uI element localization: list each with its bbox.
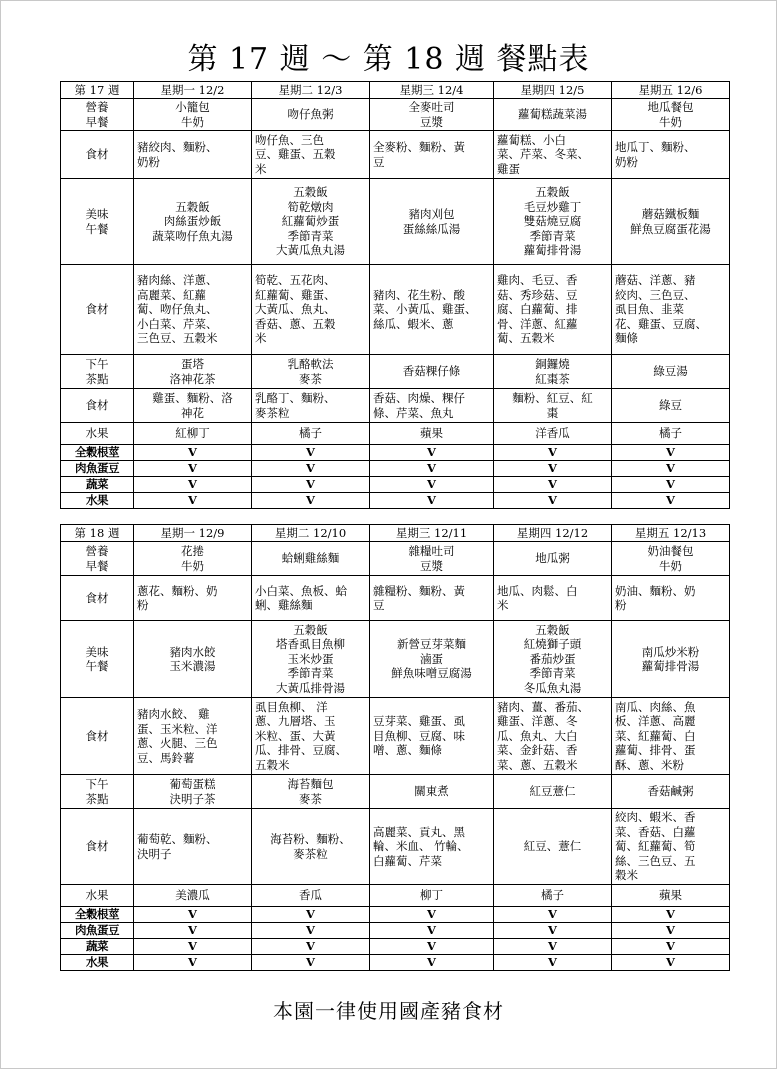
day-header: 星期五 12/6 bbox=[612, 82, 730, 99]
snack-cell: 綠豆湯 bbox=[612, 355, 730, 389]
day-header: 星期二 12/10 bbox=[252, 525, 370, 542]
breakfast-cell: 地瓜粥 bbox=[494, 542, 612, 576]
row-label-veg: 蔬菜 bbox=[61, 939, 134, 955]
row-label-lunch: 美味 午餐 bbox=[61, 179, 134, 265]
check-mark: V bbox=[134, 923, 252, 939]
day-header: 星期一 12/2 bbox=[134, 82, 252, 99]
lunch-cell: 新營豆芽菜麵 滷蛋 鮮魚味噌豆腐湯 bbox=[370, 621, 494, 698]
breakfast-cell: 奶油餐包 牛奶 bbox=[612, 542, 730, 576]
check-mark: V bbox=[494, 461, 612, 477]
breakfast-ingredients-row bbox=[61, 131, 730, 179]
fruit-row bbox=[61, 423, 730, 445]
ingredients-cell: 豬肉、花生粉、酸 菜、小黃瓜、雞蛋、 絲瓜、蝦米、蔥 bbox=[370, 265, 494, 355]
check-mark: V bbox=[134, 461, 252, 477]
check-mark: V bbox=[612, 939, 730, 955]
check-mark: V bbox=[370, 445, 494, 461]
breakfast-cell: 小籠包 牛奶 bbox=[134, 99, 252, 131]
breakfast-row bbox=[61, 99, 730, 131]
row-label-veg: 蔬菜 bbox=[61, 477, 134, 493]
ingredients-cell: 蘑菇、洋蔥、豬 絞肉、三色豆、 虱目魚、韭菜 花、雞蛋、豆腐、 麵條 bbox=[612, 265, 730, 355]
fruit-cell: 蘋果 bbox=[612, 885, 730, 907]
fruit-cell: 紅柳丁 bbox=[134, 423, 252, 445]
check-mark: V bbox=[134, 939, 252, 955]
check-row-protein bbox=[61, 923, 730, 939]
row-label-ingredients: 食材 bbox=[61, 698, 134, 775]
day-header: 星期四 12/5 bbox=[494, 82, 612, 99]
ingredients-cell: 吻仔魚、三色 豆、雞蛋、五穀 米 bbox=[252, 131, 370, 179]
ingredients-cell: 綠豆 bbox=[612, 389, 730, 423]
snack-ingredients-row bbox=[61, 809, 730, 885]
row-label-fruit-check: 水果 bbox=[61, 955, 134, 971]
ingredients-cell: 豬絞肉、麵粉、 奶粉 bbox=[134, 131, 252, 179]
ingredients-cell: 蘿蔔糕、小白 菜、芹菜、冬菜、 雞蛋 bbox=[494, 131, 612, 179]
snack-cell: 蛋塔 洛神花茶 bbox=[134, 355, 252, 389]
ingredients-cell: 麵粉、紅豆、紅 棗 bbox=[494, 389, 612, 423]
fruit-cell: 美濃瓜 bbox=[134, 885, 252, 907]
ingredients-cell: 奶油、麵粉、奶 粉 bbox=[612, 576, 730, 621]
check-mark: V bbox=[612, 923, 730, 939]
ingredients-cell: 香菇、肉燥、粿仔 條、芹菜、魚丸 bbox=[370, 389, 494, 423]
row-label-breakfast: 營養 早餐 bbox=[61, 99, 134, 131]
week-18-table bbox=[60, 524, 730, 971]
breakfast-row bbox=[61, 542, 730, 576]
day-header: 星期五 12/13 bbox=[612, 525, 730, 542]
check-row-veg bbox=[61, 939, 730, 955]
ingredients-cell: 蔥花、麵粉、奶 粉 bbox=[134, 576, 252, 621]
check-row-protein bbox=[61, 461, 730, 477]
header-row bbox=[61, 525, 730, 542]
lunch-ingredients-row bbox=[61, 265, 730, 355]
snack-cell: 葡萄蛋糕 決明子茶 bbox=[134, 775, 252, 809]
fruit-cell: 橘子 bbox=[494, 885, 612, 907]
check-mark: V bbox=[494, 477, 612, 493]
check-mark: V bbox=[252, 923, 370, 939]
ingredients-cell: 高麗菜、貢丸、黑 輪、米血、 竹輪、 白蘿蔔、芹菜 bbox=[370, 809, 494, 885]
check-mark: V bbox=[252, 461, 370, 477]
check-mark: V bbox=[370, 461, 494, 477]
ingredients-cell: 全麥粉、麵粉、黃 豆 bbox=[370, 131, 494, 179]
row-label-fruit-check: 水果 bbox=[61, 493, 134, 509]
week-17-table bbox=[60, 81, 730, 509]
ingredients-cell: 虱目魚柳、 洋 蔥、九層塔、玉 米粒、蛋、大黃 瓜、排骨、豆腐、 五穀米 bbox=[252, 698, 370, 775]
row-label-protein: 肉魚蛋豆 bbox=[61, 923, 134, 939]
snack-cell: 海苔麵包 麥茶 bbox=[252, 775, 370, 809]
check-mark: V bbox=[494, 939, 612, 955]
breakfast-cell: 全麥吐司 豆漿 bbox=[370, 99, 494, 131]
row-label-snack: 下午 茶點 bbox=[61, 775, 134, 809]
day-header: 星期四 12/12 bbox=[494, 525, 612, 542]
ingredients-cell: 雞蛋、麵粉、洛 神花 bbox=[134, 389, 252, 423]
week-label: 第 17 週 bbox=[61, 82, 134, 99]
check-mark: V bbox=[612, 477, 730, 493]
ingredients-cell: 豬肉絲、洋蔥、 高麗菜、紅蘿 蔔、吻仔魚丸、 小白菜、芹菜、 三色豆、五穀米 bbox=[134, 265, 252, 355]
check-mark: V bbox=[370, 923, 494, 939]
ingredients-cell: 筍乾、五花肉、 紅蘿蔔、雞蛋、 大黃瓜、魚丸、 香菇、蔥、五穀 米 bbox=[252, 265, 370, 355]
ingredients-cell: 雜糧粉、麵粉、黃 豆 bbox=[370, 576, 494, 621]
check-mark: V bbox=[134, 493, 252, 509]
check-mark: V bbox=[252, 939, 370, 955]
ingredients-cell: 地瓜丁、麵粉、 奶粉 bbox=[612, 131, 730, 179]
check-mark: V bbox=[370, 493, 494, 509]
row-label-ingredients: 食材 bbox=[61, 389, 134, 423]
week-label: 第 18 週 bbox=[61, 525, 134, 542]
check-mark: V bbox=[612, 493, 730, 509]
snack-cell: 香菇鹹粥 bbox=[612, 775, 730, 809]
fruit-cell: 柳丁 bbox=[370, 885, 494, 907]
page-title: 第 17 週 ～ 第 18 週 餐點表 bbox=[187, 42, 590, 77]
ingredients-cell: 紅豆、薏仁 bbox=[494, 809, 612, 885]
row-label-fruit: 水果 bbox=[61, 885, 134, 907]
check-mark: V bbox=[612, 907, 730, 923]
lunch-ingredients-row bbox=[61, 698, 730, 775]
fruit-cell: 洋香瓜 bbox=[494, 423, 612, 445]
ingredients-cell: 小白菜、魚板、蛤 蜊、雞絲麵 bbox=[252, 576, 370, 621]
check-row-grains bbox=[61, 445, 730, 461]
check-mark: V bbox=[370, 477, 494, 493]
check-mark: V bbox=[612, 955, 730, 971]
lunch-cell: 五穀飯 肉絲蛋炒飯 蔬菜吻仔魚丸湯 bbox=[134, 179, 252, 265]
lunch-cell: 豬肉刈包 蛋絲絲瓜湯 bbox=[370, 179, 494, 265]
row-label-ingredients: 食材 bbox=[61, 265, 134, 355]
snack-row bbox=[61, 775, 730, 809]
check-mark: V bbox=[252, 445, 370, 461]
row-label-breakfast: 營養 早餐 bbox=[61, 542, 134, 576]
check-mark: V bbox=[612, 445, 730, 461]
ingredients-cell: 地瓜、肉鬆、白 米 bbox=[494, 576, 612, 621]
row-label-ingredients: 食材 bbox=[61, 576, 134, 621]
snack-ingredients-row bbox=[61, 389, 730, 423]
breakfast-cell: 蛤蜊雞絲麵 bbox=[252, 542, 370, 576]
snack-cell: 紅豆薏仁 bbox=[494, 775, 612, 809]
row-label-lunch: 美味 午餐 bbox=[61, 621, 134, 698]
fruit-cell: 香瓜 bbox=[252, 885, 370, 907]
day-header: 星期三 12/4 bbox=[370, 82, 494, 99]
row-label-ingredients: 食材 bbox=[61, 809, 134, 885]
ingredients-cell: 葡萄乾、麵粉、 決明子 bbox=[134, 809, 252, 885]
fruit-row bbox=[61, 885, 730, 907]
row-label-fruit: 水果 bbox=[61, 423, 134, 445]
check-mark: V bbox=[252, 493, 370, 509]
ingredients-cell: 雞肉、毛豆、香 菇、秀珍菇、豆 腐、白蘿蔔、排 骨、洋蔥、紅蘿 蔔、五穀米 bbox=[494, 265, 612, 355]
row-label-ingredients: 食材 bbox=[61, 131, 134, 179]
check-mark: V bbox=[370, 955, 494, 971]
snack-cell: 乳酪軟法 麥茶 bbox=[252, 355, 370, 389]
check-mark: V bbox=[494, 955, 612, 971]
lunch-cell: 五穀飯 塔香虱目魚柳 玉米炒蛋 季節青菜 大黃瓜排骨湯 bbox=[252, 621, 370, 698]
check-mark: V bbox=[494, 445, 612, 461]
row-label-protein: 肉魚蛋豆 bbox=[61, 461, 134, 477]
header-row bbox=[61, 82, 730, 99]
breakfast-cell: 雜糧吐司 豆漿 bbox=[370, 542, 494, 576]
check-row-fruit bbox=[61, 955, 730, 971]
check-mark: V bbox=[252, 477, 370, 493]
ingredients-cell: 豆芽菜、雞蛋、虱 目魚柳、豆腐、味 噌、蔥、麵條 bbox=[370, 698, 494, 775]
lunch-row bbox=[61, 621, 730, 698]
day-header: 星期三 12/11 bbox=[370, 525, 494, 542]
check-mark: V bbox=[134, 955, 252, 971]
check-mark: V bbox=[134, 445, 252, 461]
breakfast-cell: 花捲 牛奶 bbox=[134, 542, 252, 576]
lunch-cell: 南瓜炒米粉 蘿蔔排骨湯 bbox=[612, 621, 730, 698]
check-mark: V bbox=[370, 907, 494, 923]
check-mark: V bbox=[252, 955, 370, 971]
snack-row bbox=[61, 355, 730, 389]
ingredients-cell: 南瓜、肉絲、魚 板、洋蔥、高麗 菜、紅蘿蔔、白 蘿蔔、排骨、蛋 酥、蔥、米粉 bbox=[612, 698, 730, 775]
snack-cell: 香菇粿仔條 bbox=[370, 355, 494, 389]
check-mark: V bbox=[494, 493, 612, 509]
fruit-cell: 橘子 bbox=[252, 423, 370, 445]
lunch-cell: 五穀飯 紅燒獅子頭 番茄炒蛋 季節青菜 冬瓜魚丸湯 bbox=[494, 621, 612, 698]
lunch-cell: 蘑菇鐵板麵 鮮魚豆腐蛋花湯 bbox=[612, 179, 730, 265]
check-row-fruit bbox=[61, 493, 730, 509]
check-row-grains bbox=[61, 907, 730, 923]
check-mark: V bbox=[134, 907, 252, 923]
check-mark: V bbox=[252, 907, 370, 923]
ingredients-cell: 海苔粉、麵粉、 麥茶粒 bbox=[252, 809, 370, 885]
snack-cell: 關東煮 bbox=[370, 775, 494, 809]
check-mark: V bbox=[494, 907, 612, 923]
check-row-veg bbox=[61, 477, 730, 493]
lunch-cell: 五穀飯 毛豆炒雞丁 雙菇燒豆腐 季節青菜 蘿蔔排骨湯 bbox=[494, 179, 612, 265]
footer-note: 本園一律使用國產豬食材 bbox=[273, 999, 504, 1023]
lunch-cell: 五穀飯 筍乾燉肉 紅蘿蔔炒蛋 季節青菜 大黃瓜魚丸湯 bbox=[252, 179, 370, 265]
ingredients-cell: 絞肉、蝦米、香 菜、香菇、白蘿 蔔、紅蘿蔔、筍 絲、三色豆、五 穀米 bbox=[612, 809, 730, 885]
row-label-snack: 下午 茶點 bbox=[61, 355, 134, 389]
fruit-cell: 蘋果 bbox=[370, 423, 494, 445]
ingredients-cell: 乳酪丁、麵粉、 麥茶粒 bbox=[252, 389, 370, 423]
check-mark: V bbox=[494, 923, 612, 939]
fruit-cell: 橘子 bbox=[612, 423, 730, 445]
ingredients-cell: 豬肉水餃、 雞 蛋、玉米粒、洋 蔥、火腿、三色 豆、馬鈴薯 bbox=[134, 698, 252, 775]
snack-cell: 銅鑼燒 紅棗茶 bbox=[494, 355, 612, 389]
day-header: 星期一 12/9 bbox=[134, 525, 252, 542]
breakfast-ingredients-row bbox=[61, 576, 730, 621]
check-mark: V bbox=[370, 939, 494, 955]
lunch-cell: 豬肉水餃 玉米濃湯 bbox=[134, 621, 252, 698]
day-header: 星期二 12/3 bbox=[252, 82, 370, 99]
check-mark: V bbox=[134, 477, 252, 493]
row-label-grains: 全穀根莖 bbox=[61, 907, 134, 923]
breakfast-cell: 蘿蔔糕蔬菜湯 bbox=[494, 99, 612, 131]
breakfast-cell: 地瓜餐包 牛奶 bbox=[612, 99, 730, 131]
lunch-row bbox=[61, 179, 730, 265]
check-mark: V bbox=[612, 461, 730, 477]
breakfast-cell: 吻仔魚粥 bbox=[252, 99, 370, 131]
ingredients-cell: 豬肉、薑、番茄、 雞蛋、洋蔥、冬 瓜、魚丸、大白 菜、金針菇、香 菜、蔥、五穀米 bbox=[494, 698, 612, 775]
row-label-grains: 全穀根莖 bbox=[61, 445, 134, 461]
